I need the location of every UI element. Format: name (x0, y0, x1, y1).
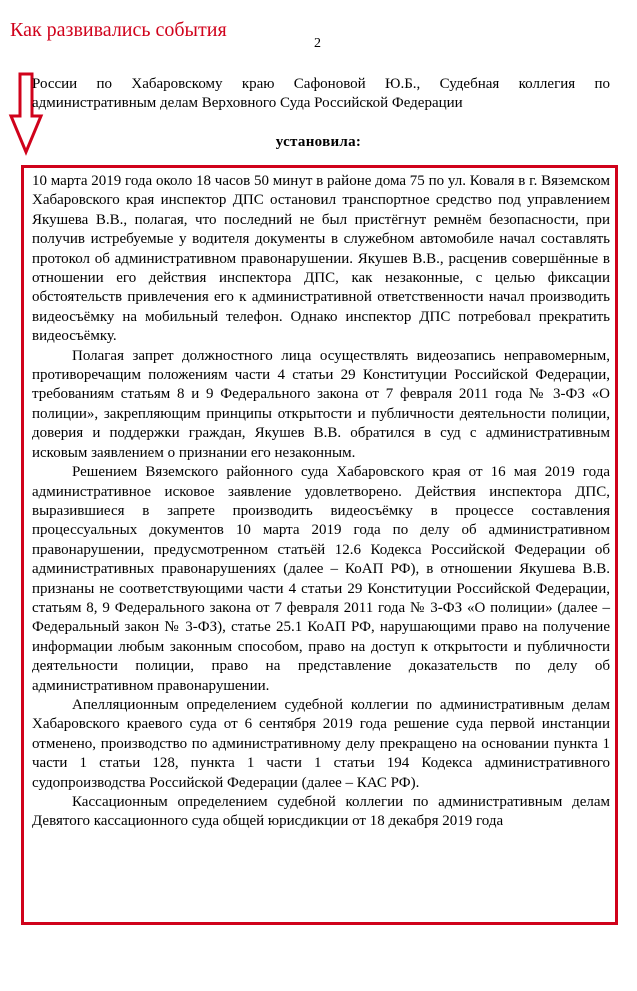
paragraph-1: 10 марта 2019 года около 18 часов 50 минут в районе дома 75 по ул. Коваля в г. Вяземском Хабаровского края инспектор ДПС остановил транспортное средство под управлением Якушева В.В., полагая, что последний не был пристёгнут ремнём безопасности, при получив истребуемые у водителя документы в служебном автомобиле начал составлять протокол об административном правонарушении. Якушев В.В., расценив совершённые в отношении его действия инспектора ДПС, как незаконные, с целью фиксации обстоятельств привлечения его к административной ответственности начал производить видеосъёмку на мобильный телефон. Однако инспектор ДПС потребовал прекратить видеосъёмку. (32, 173, 610, 345)
intro-text: России по Хабаровскому краю Сафоновой Ю.Б., Судебная коллегия по административным делам Верховного Суда Российской Федерации (32, 76, 610, 111)
paragraph-5: Кассационным определением судебной коллегии по административным делам Девятого кассационного суда общей юрисдикции от 18 декабря 2019 года (32, 794, 610, 830)
paragraph-2: Полагая запрет должностного лица осуществлять видеозапись неправомерным, противоречащим положениям части 4 статьи 29 Конституции Российской Федерации, требованиям статьям 8 и 9 Федерального закона от 7 февраля 2011 года № 3-ФЗ «О полиции», закрепляющим принципы открытости и публичности деятельности полиции, доверия и поддержки граждан, Якушев В.В. обратился в суд с административным исковым заявлением о признании его незаконным. (32, 347, 610, 461)
paragraph-4: Апелляционным определением судебной коллегии по административным делам Хабаровского краевого суда от 6 сентября 2019 года решение суда первой инстанции отменено, производство по административному делу прекращено на основании пункта 1 части 1 статьи 128, пункта 1 части 1 статьи 194 Кодекса административного судопроизводства Российской Федерации (далее – КАС РФ). (32, 696, 610, 791)
annotation-title: Как развивались события (10, 19, 227, 41)
section-heading: установила: (275, 134, 362, 150)
document-body (32, 172, 610, 832)
paragraph-3: Решением Вяземского районного суда Хабаровского края от 16 мая 2019 года административное исковое заявление удовлетворено. Действия инспектора ДПС, выразившиеся в запрете производить видеосъёмку в процессе составления процессуальных документов 10 марта 2019 года по делу об административном правонарушении, предусмотренном статьёй 12.6 Кодекса Российской Федерации об административных правонарушениях (далее – КоАП РФ), в отношении Якушева В.В. признаны не соответствующими части 4 статьи 29 Конституции Российской Федерации, статьям 8, 9 Федерального закона от 7 февраля 2011 года № 3-ФЗ «О полиции» (далее – Федеральный закон № 3-ФЗ), статье 25.1 КоАП РФ, нарушающими право на получение информации любым законным способом, право на доступ к открытости и публичности деятельности полиции, право на представление доказательств по делу об административном правонарушении. (32, 464, 610, 694)
page-number: 2 (314, 36, 321, 51)
